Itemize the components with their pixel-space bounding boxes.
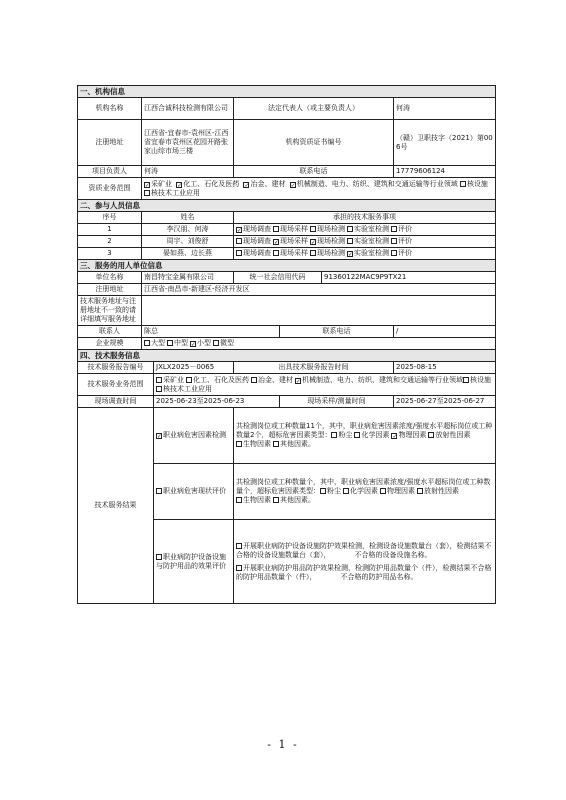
phone-label: 联系电话 xyxy=(234,166,394,178)
staff-items: ✓现场调查 现场采样 现场检测 实验室检测 评价 xyxy=(234,224,496,236)
contact: 陈总 xyxy=(142,326,280,338)
employer-name: 南昌特宝金属有限公司 xyxy=(142,272,234,284)
result-title: 职业病防护设备设施与防护用品的效果评价 xyxy=(154,520,234,604)
checkbox-icon xyxy=(236,565,242,571)
checkbox-icon: ✓ xyxy=(145,182,150,189)
checkbox-icon xyxy=(391,238,397,244)
result-detail: 共检测岗位或工种数量11个，其中，职业病危害因素浓度/强度水平超标岗位或工种数量2个，超标危害因素类型： 粉尘 化学因素 ✓物理因素 放射性因素生物因素 其他因素。 xyxy=(234,408,496,464)
checkbox-icon xyxy=(167,340,173,346)
sampling-time-label: 现场采样/测量时间 xyxy=(280,396,394,408)
checkbox-icon: ✓ xyxy=(237,228,242,234)
staff-no: 2 xyxy=(78,236,142,248)
scope-option: 核设施 xyxy=(460,180,488,188)
checkbox-icon xyxy=(236,441,242,447)
survey-time-label: 现场调查时间 xyxy=(78,396,154,408)
checkbox-icon xyxy=(156,377,162,383)
contact-phone-label: 联系电话 xyxy=(280,326,394,338)
section-header-org: 一、机构信息 xyxy=(78,86,496,98)
checkbox-icon: ✓ xyxy=(191,342,196,348)
legal-rep-label: 法定代表人（或主要负责人） xyxy=(234,98,394,120)
checkbox-icon xyxy=(460,181,466,187)
checkbox-icon xyxy=(463,377,469,383)
section-header-service: 四、技术服务信息 xyxy=(78,350,496,362)
staff-header-name: 姓名 xyxy=(142,212,234,224)
checkbox-icon xyxy=(343,488,349,494)
legal-rep: 何涛 xyxy=(394,98,496,120)
checkbox-icon xyxy=(380,488,386,494)
size-options: 大型 中型 ✓小型 微型 xyxy=(142,338,496,350)
section-header-employer: 三、服务的用人单位信息 xyxy=(78,260,496,272)
checkbox-icon xyxy=(320,488,326,494)
checkbox-icon xyxy=(273,441,279,447)
report-date: 2025-08-15 xyxy=(394,362,496,374)
report-no-label: 技术服务报告编号 xyxy=(78,362,154,374)
scope-option: ✓机械制造、电力、纺织、建筑和交通运输等行业领域 xyxy=(290,179,458,189)
checkbox-icon xyxy=(156,488,162,494)
staff-items: 现场调查 现场采样 现场检测 ✓实验室检测 评价 xyxy=(234,248,496,260)
cert-label: 机构资质证书编号 xyxy=(234,120,394,166)
checkbox-icon: ✓ xyxy=(157,434,162,440)
employer-name-label: 单位名称 xyxy=(78,272,142,284)
staff-name: 晏如燕、边长燕 xyxy=(142,248,234,260)
cert-number: （赣）卫职技字（2021）第006号 xyxy=(394,120,496,166)
checkbox-icon xyxy=(236,250,242,256)
org-scope-options xyxy=(142,178,496,200)
leader-label: 项目负责人 xyxy=(78,166,142,178)
org-name-label: 机构名称 xyxy=(78,98,142,120)
checkbox-icon xyxy=(156,554,162,560)
checkbox-icon xyxy=(273,250,279,256)
checkbox-icon xyxy=(156,386,162,392)
checkbox-icon xyxy=(354,432,360,438)
scope-option: 核技术工业应用 xyxy=(144,189,200,197)
checkbox-icon xyxy=(391,226,397,232)
report-date-label: 出具技术服务报告时间 xyxy=(234,362,394,374)
checkbox-icon xyxy=(428,432,434,438)
checkbox-icon: ✓ xyxy=(311,240,316,246)
checkbox-icon: ✓ xyxy=(296,378,301,385)
staff-header-items: 承担的技术服务事项 xyxy=(234,212,496,224)
scope-label: 资质业务范围 xyxy=(78,178,142,200)
checkbox-icon xyxy=(236,238,242,244)
service-scope-options: 采矿业 化工、石化及医药 冶金、建材 ✓机械制造、电力、纺织、建筑和交通运输等行业领域 核设施核技术工业应用 xyxy=(154,374,496,396)
table-row xyxy=(78,224,496,236)
result-title: 职业病危害现状评价 xyxy=(154,464,234,520)
result-title: ✓职业病危害因素检测 xyxy=(154,408,234,464)
checkbox-icon: ✓ xyxy=(244,182,250,189)
org-address: 江西省-宜春市-袁州区-江西省宜春市袁州区花园开路张家山综市场三楼 xyxy=(142,120,234,166)
checkbox-icon: ✓ xyxy=(348,252,353,258)
checkbox-icon xyxy=(213,340,219,346)
checkbox-icon xyxy=(144,340,150,346)
leader: 何涛 xyxy=(142,166,234,178)
page-number: - 1 - xyxy=(267,738,299,751)
staff-items: 现场调查 ✓现场采样 ✓现场检测 实验室检测 评价 xyxy=(234,236,496,248)
result-detail: 共检测岗位或工种数量个，其中，职业病危害因素浓度/强度水平超标岗位或工种数量个，超标危害因素类型： 粉尘 化学因素 物理因素 放射性因素生物因素 其他因素。 xyxy=(234,464,496,520)
checkbox-icon xyxy=(236,543,242,549)
table-row xyxy=(78,236,496,248)
checkbox-icon xyxy=(273,497,279,503)
scope-option: ✓化工、石化及医药 xyxy=(177,179,240,189)
checkbox-icon xyxy=(273,226,279,232)
scope-option: ✓冶金、建材 xyxy=(244,179,286,189)
report-no: JXLX2025－0065 xyxy=(154,362,234,374)
org-address-label: 注册地址 xyxy=(78,120,142,166)
employer-address-label: 注册地址 xyxy=(78,284,142,296)
checkbox-icon xyxy=(144,190,150,196)
service-scope-label: 技术服务业务范围 xyxy=(78,374,154,396)
checkbox-icon xyxy=(331,432,337,438)
service-address xyxy=(142,296,496,326)
checkbox-icon xyxy=(236,497,242,503)
phone: 17779606124 xyxy=(394,166,496,178)
checkbox-icon xyxy=(391,250,397,256)
checkbox-icon: ✓ xyxy=(392,434,398,440)
checkbox-icon xyxy=(251,377,257,383)
checkbox-icon xyxy=(347,238,353,244)
staff-header-no: 序号 xyxy=(78,212,142,224)
credit-code-label: 统一社会信用代码 xyxy=(234,272,322,284)
staff-no: 3 xyxy=(78,248,142,260)
registration-form xyxy=(77,85,495,604)
contact-label: 联系人 xyxy=(78,326,142,338)
checkbox-icon: ✓ xyxy=(290,182,296,189)
employer-address: 江西省-南昌市-新建区-经济开发区 xyxy=(142,284,496,296)
table-row xyxy=(78,248,496,260)
sampling-time: 2025-06-27至2025-06-27 xyxy=(394,396,496,408)
form-table xyxy=(77,85,496,604)
checkbox-icon xyxy=(347,226,353,232)
staff-no: 1 xyxy=(78,224,142,236)
result-detail: 开展职业病防护设备设施防护效果检测，检测设备设施数量台（套），检测结果不合格的设备设施数量台（套）， 不合格的设备设施名称。 开展职业病防护用品防护效果检测，检测防护用品数量个（件），检测结果不合格的防护用品数量个（件）， 不合格的防护用品名称。 xyxy=(234,520,496,604)
checkbox-icon xyxy=(310,226,316,232)
service-address-label: 技术服务地址与注册地址不一致的请详细填写服务地址 xyxy=(78,296,142,326)
checkbox-icon xyxy=(417,488,423,494)
org-name: 江西合诚科技检测有限公司 xyxy=(142,98,234,120)
staff-name: 周宇、刘俊舒 xyxy=(142,236,234,248)
staff-name: 李汉朋、何涛 xyxy=(142,224,234,236)
size-label: 企业规模 xyxy=(78,338,142,350)
contact-phone: / xyxy=(394,326,496,338)
scope-option: ✓采矿业 xyxy=(145,179,172,189)
credit-code: 91360122MAC9P9TX21 xyxy=(322,272,496,284)
section-header-staff: 二、参与人员信息 xyxy=(78,200,496,212)
survey-time: 2025-06-23至2025-06-23 xyxy=(154,396,280,408)
checkbox-icon: ✓ xyxy=(177,182,182,189)
checkbox-icon: ✓ xyxy=(274,240,279,246)
checkbox-icon xyxy=(186,377,192,383)
checkbox-icon xyxy=(310,250,316,256)
results-label: 技术服务结果 xyxy=(78,408,154,604)
